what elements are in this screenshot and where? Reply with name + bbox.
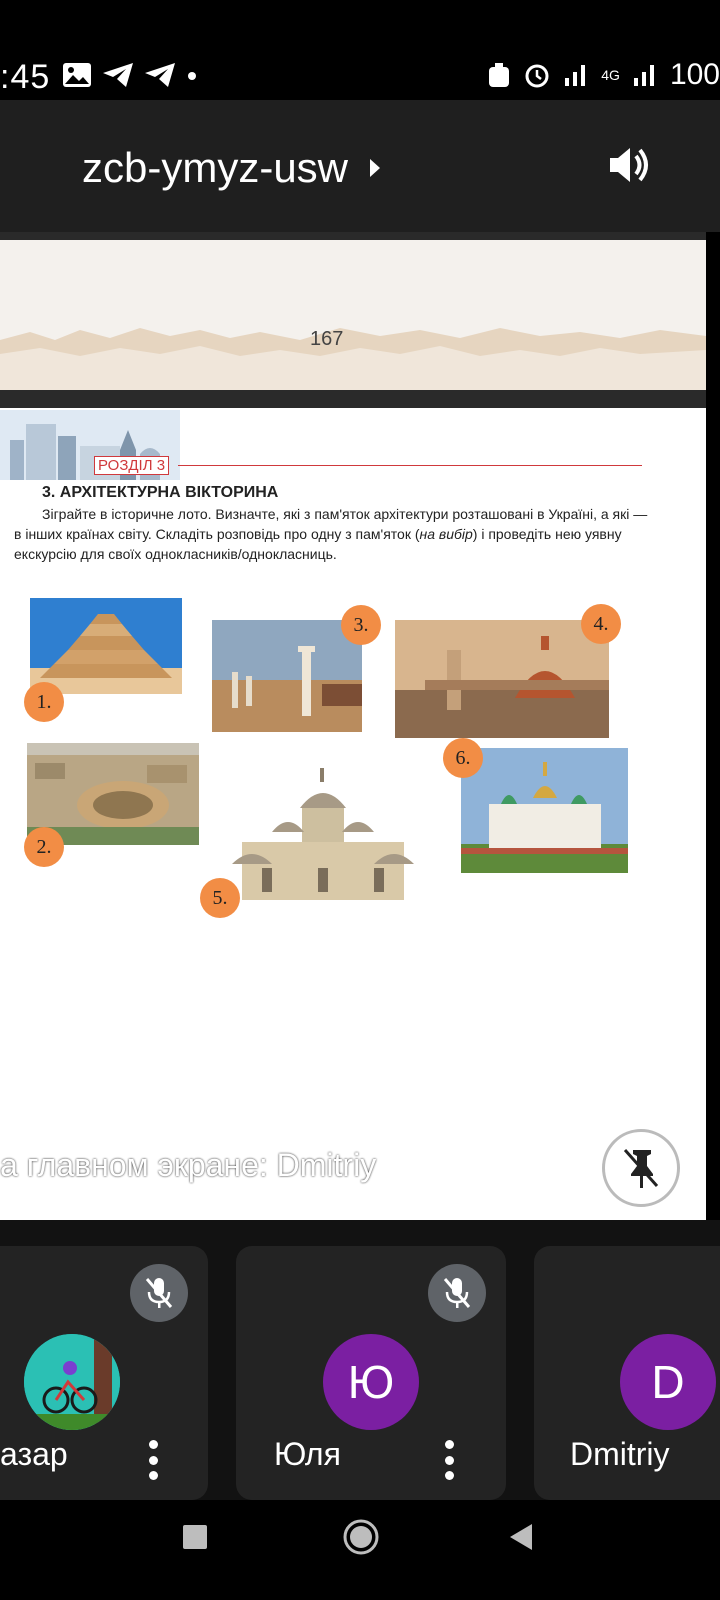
photo-byzantine-church <box>232 768 414 904</box>
battery-level: 100 <box>669 58 720 91</box>
photo-florence-cathedral <box>395 620 609 738</box>
mic-off-icon <box>130 1264 188 1322</box>
unpin-button[interactable] <box>602 1129 680 1207</box>
home-button[interactable] <box>342 1518 380 1556</box>
photo-label-1: 1. <box>24 682 64 722</box>
telegram-icon <box>144 62 176 88</box>
photo-label-6: 6. <box>443 738 483 778</box>
task-body-emphasis: на вибір <box>419 526 473 542</box>
image-icon <box>62 62 92 88</box>
mic-off-icon <box>428 1264 486 1322</box>
task-body-part-1: Зіграйте в історичне лото. Визначте, які з пам'яток архітектури розташовані в Україні, а які — в інших країнах світу. Складіть розповідь про одну з пам'яток ( <box>14 506 648 542</box>
participant-name: Dmitriy <box>570 1436 670 1472</box>
recents-button[interactable] <box>182 1524 208 1550</box>
participant-tile[interactable] <box>0 1246 208 1500</box>
photo-label-4: 4. <box>581 604 621 644</box>
navigation-bar <box>0 1500 720 1600</box>
torn-paper-edge <box>0 310 706 390</box>
participant-name: азар <box>0 1436 68 1472</box>
shared-screen <box>0 232 706 1220</box>
more-options-button[interactable] <box>148 1440 158 1480</box>
network-4g-icon: 4G <box>601 67 620 83</box>
task-title: 3. АРХІТЕКТУРНА ВІКТОРИНА <box>42 484 279 501</box>
speaker-icon[interactable] <box>606 142 652 188</box>
recycle-icon <box>487 61 511 89</box>
participant-tile[interactable] <box>236 1246 506 1500</box>
page-number: 167 <box>310 328 344 350</box>
more-options-button[interactable] <box>444 1440 454 1480</box>
avatar: Ю <box>323 1334 419 1430</box>
back-button[interactable] <box>508 1522 534 1552</box>
avatar: D <box>620 1334 716 1430</box>
telegram-icon <box>102 62 134 88</box>
photo-pyramid <box>30 598 182 694</box>
status-time: :45 <box>0 58 51 96</box>
unpin-icon <box>621 1146 661 1190</box>
notification-icons <box>62 62 198 88</box>
system-icons <box>487 58 720 92</box>
textbook-page <box>0 408 706 1220</box>
photo-st-sophia-kyiv <box>461 748 628 873</box>
alarm-icon <box>523 61 551 89</box>
task-body-part-2: ) і проведіть нею уявну екскурсію для своїх однокласників/однокласниць. <box>14 526 622 562</box>
presenter-caption: а главном экране: Dmitriy <box>0 1147 377 1183</box>
photo-label-3: 3. <box>341 605 381 645</box>
section-label: РОЗДІЛ 3 <box>94 456 169 475</box>
chevron-right-icon <box>368 157 382 179</box>
photo-label-5: 5. <box>200 878 240 918</box>
meeting-code-button[interactable] <box>82 144 382 192</box>
avatar <box>24 1334 120 1430</box>
participant-strip <box>0 1220 720 1500</box>
page-top <box>0 240 706 390</box>
dot-icon <box>186 62 198 88</box>
meeting-code: zcb-ymyz-usw <box>82 144 349 191</box>
photo-label-2: 2. <box>24 827 64 867</box>
signal-icon <box>563 62 589 88</box>
participant-tile[interactable] <box>534 1246 720 1500</box>
participant-name: Юля <box>274 1436 341 1472</box>
status-bar <box>0 0 720 100</box>
section-divider <box>178 465 642 466</box>
photo-ruins <box>212 620 362 732</box>
meeting-header <box>0 100 720 232</box>
task-body <box>14 504 654 564</box>
signal-icon <box>632 62 658 88</box>
cyclist-avatar-icon <box>24 1334 120 1430</box>
